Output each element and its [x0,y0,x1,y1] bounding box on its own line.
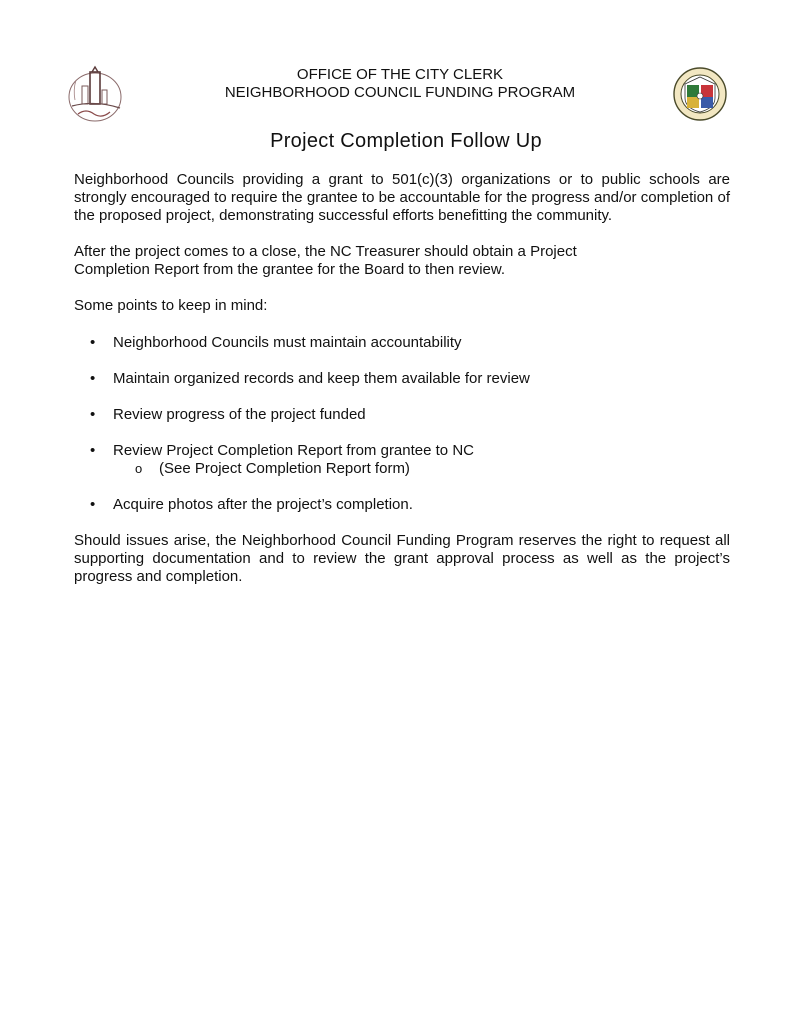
list-item-text: Review Project Completion Report from grantee to NC [113,442,474,459]
header-office-line: OFFICE OF THE CITY CLERK [296,66,504,83]
list-item [74,406,730,424]
list-item-text: Maintain organized records and keep them available for review [113,370,530,387]
points-lead-paragraph: Some points to keep in mind: [74,297,268,314]
bullet-icon: • [90,442,96,459]
header-program-line: NEIGHBORHOOD COUNCIL FUNDING PROGRAM [224,84,576,101]
list-item-text: Acquire photos after the project’s completion. [113,496,413,513]
sub-list-item-text: (See Project Completion Report form) [159,460,410,477]
list-item [74,442,730,478]
list-item [74,370,730,388]
page-title: Project Completion Follow Up [270,130,542,152]
list-item [74,334,730,352]
bullet-icon: • [90,370,96,387]
bullet-icon: • [90,406,96,423]
closing-paragraph: Should issues arise, the Neighborhood Council Funding Program reserves the right to request all supporting documentation and to review the grant approval process as well as the project’s progress and completion. [74,532,730,585]
bullet-icon: • [90,496,96,513]
list-item-text: Review progress of the project funded [113,406,366,423]
city-of-los-angeles-seal-icon [672,66,728,122]
document-header [150,66,650,102]
sub-list-item [113,460,730,478]
intro-paragraph: Neighborhood Councils providing a grant to 501(c)(3) organizations or to public schools are strongly encouraged to require the grantee to be accountable for the progress and/or completion of the proposed project, demonstrating successful efforts benefitting the community. [74,171,730,224]
bullet-icon: • [90,334,96,351]
points-list [74,334,730,532]
sub-bullet-icon: o [135,461,143,476]
after-paragraph: After the project comes to a close, the NC Treasurer should obtain a Project Completion Report from the grantee for the Board to then review. [74,243,577,278]
list-item [74,496,730,514]
city-clerk-logo-icon [64,64,126,126]
list-item-text: Neighborhood Councils must maintain accountability [113,334,462,351]
